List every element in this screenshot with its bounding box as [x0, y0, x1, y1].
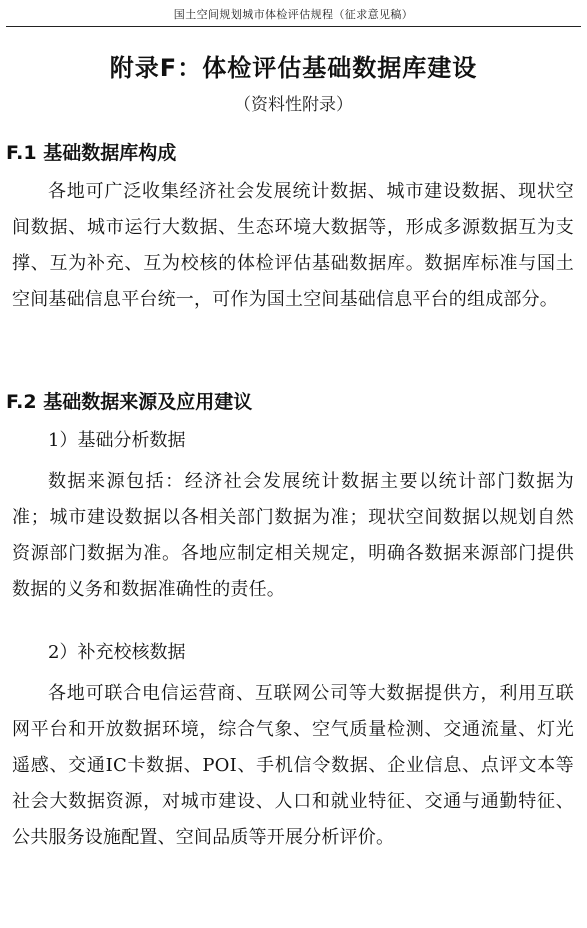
- item-1-paragraph: 数据来源包括：经济社会发展统计数据主要以统计部门数据为准；城市建设数据以各相关部门数据为准；现状空间数据以规划自然资源部门数据为准。各地应制定相关规定，明确各数据来源部门提供数据的义务和数据准确性的责任。: [12, 471, 574, 600]
- section-f2-heading: F.2 基础数据来源及应用建议: [6, 391, 253, 413]
- appendix-title: 附录F：体检评估基础数据库建设: [109, 54, 478, 82]
- item-1-label: 1）基础分析数据: [48, 430, 186, 451]
- item-2-label: 2）补充校核数据: [48, 642, 186, 663]
- appendix-subtitle: （资料性附录）: [234, 95, 353, 115]
- section-f1-heading: F.1 基础数据库构成: [6, 142, 177, 164]
- item-2-paragraph: 各地可联合电信运营商、互联网公司等大数据提供方，利用互联网平台和开放数据环境，综合气象、空气质量检测、交通流量、灯光遥感、交通IC卡数据、POI、手机信令数据、企业信息、点评文本等社会大数据资源，对城市建设、人口和就业特征、交通与通勤特征、公共服务设施配置、空间品质等开展分析评价。: [12, 683, 574, 848]
- section-f1-paragraph: 各地可广泛收集经济社会发展统计数据、城市建设数据、现状空间数据、城市运行大数据、生态环境大数据等，形成多源数据互为支撑、互为补充、互为校核的体检评估基础数据库。数据库标准与国土空间基础信息平台统一，可作为国土空间基础信息平台的组成部分。: [12, 181, 574, 310]
- running-header: 国土空间规划城市体检评估规程（征求意见稿）: [6, 4, 581, 27]
